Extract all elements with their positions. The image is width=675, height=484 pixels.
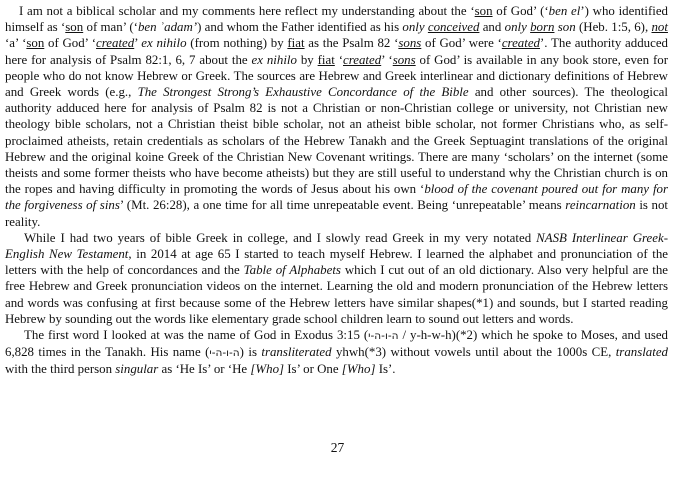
text-run: The Strongest Strong’s Exhaustive Concordance of the Bible [137, 85, 469, 100]
text-run: ’. The authority adduced here for analysis of Psalm 82:1, 6, 7 about the [5, 36, 668, 67]
text-run: of man’ (‘ [83, 20, 138, 35]
paragraph [5, 327, 668, 378]
page-number: 27 [330, 440, 345, 455]
text-run: , in 2014 at age 65 I started to teach myself Hebrew. I learned the alphabet and pronunciation of the letters with the help of concordances and the [5, 247, 669, 278]
text-run: son [26, 36, 45, 51]
hebrew-text: ה-ו-ה-י [209, 347, 240, 360]
text-run: as ‘He Is’ or ‘He [158, 362, 251, 377]
text-run: fiat [287, 36, 305, 51]
text-run: only [402, 20, 428, 35]
text-run: with the third person [5, 362, 116, 377]
text-run: sons [392, 52, 416, 67]
text-run: While I had two years of bible Greek in college, and I slowly read Greek in my very notated [24, 230, 537, 245]
text-run: (Heb. 1:5, 6), [575, 20, 652, 35]
text-run: ben el [548, 4, 581, 18]
text-run: son [474, 4, 493, 18]
text-run: ’ ‘ [381, 52, 393, 67]
text-run: only [504, 20, 531, 35]
text-run: of God’ ‘ [44, 36, 97, 51]
text-run: I am not a biblical scholar and my comments here reflect my understanding about the ‘ [19, 4, 475, 18]
text-run: yhwh(*3) without vowels until about the 1000s CE, [331, 345, 616, 360]
paragraph [5, 3, 668, 230]
text-run: transliterated [261, 345, 332, 360]
text-run: is not reality. [5, 198, 668, 229]
text-run: son [554, 20, 576, 35]
text-run: ’ (Mt. 26:28), a one time for all time unrepeatable event. Being ‘unrepeatable’ means [119, 198, 566, 213]
hebrew-text: ה-ו-ה-י [368, 330, 399, 343]
text-run: created [501, 36, 541, 51]
text-run: Is’. [375, 362, 396, 377]
text-run: [Who] [341, 362, 376, 377]
text-run: ’ [134, 36, 142, 51]
text-run: sons [398, 36, 422, 51]
text-run: reincarnation [565, 198, 636, 213]
text-run: / y-h-w-h)(*2) which he spoke to Moses, and used 6,828 times in the Tanakh. His name ( [5, 328, 668, 360]
text-run: singular [115, 362, 159, 377]
text-run: born [530, 20, 555, 35]
text-run: not [651, 20, 668, 35]
text-run: ‘ [334, 52, 343, 67]
text-run: ’) who identified himself as ‘ [5, 4, 668, 35]
text-run: of God’ is available in any book store, even for people who do not know Hebrew or Greek. The sources are Hebrew and Greek interlinear and dictionary definitions of Hebrew and Greek words (e.g., [5, 52, 669, 100]
text-run: [Who] [250, 362, 285, 377]
text-run: (from nothing) by [186, 36, 288, 51]
text-run: which I cut out of an old dictionary. Also very helpful are the free Hebrew and Greek pronunciation videos on the internet. Learning the old and modern pronunciation of the Hebrew letters and words was confusing at first because some of the Hebrew letters have similar shapes(*1) and sounds, but I started reading Hebrew by sounding out the words like elementary grade school children learn to sound out letters and words. [5, 263, 668, 326]
text-run: created [343, 52, 382, 67]
text-run: and other sources). The theological authority adduced here for analysis of Psalm 82 is not a Christian or non-Christian college or university, not Christian new theology bible scholars, not a Christian theist bible scholar, not an atheist bible scholar, not former Christians who, as self-proclaimed atheists, retain credentials as scholars of the Hebrew Tanakh and the Greek Septuagint translations of the original Hebrew and the original koine Greek of the Christian New Covenant writings. There are many ‘scholars’ on the internet (some theists and some former theists who have become atheists) but they are still useful to understand why the Christian church is on the ropes and having difficulty in promoting the words of Jesus about his own ‘ [5, 85, 668, 197]
text-run: of God’ were ‘ [421, 36, 502, 51]
text-run: ) is [239, 345, 262, 360]
text-run: ben ʾadam’ [137, 20, 198, 35]
text-run: as the Psalm 82 ‘ [304, 36, 399, 51]
text-run: The first word I looked at was the name of God in Exodus 3:15 ( [24, 328, 369, 343]
text-run: ‘a’ ‘ [5, 36, 27, 51]
text-run: and [479, 20, 505, 35]
text-run: son [65, 20, 84, 35]
text-run: Table of Alphabets [243, 263, 341, 278]
text-run: by [296, 52, 318, 67]
text-run: NASB Interlinear Greek-English New Testament [5, 230, 669, 262]
text-run: translated [615, 345, 668, 360]
text-run: Is’ or One [284, 362, 342, 377]
text-run: conceived [427, 20, 480, 35]
text-run: blood of the covenant poured out for many for the forgiveness of sins [5, 182, 668, 213]
text-run: created [96, 36, 135, 51]
text-run: ) and whom the Father identified as his [197, 20, 403, 35]
paragraph [5, 230, 668, 327]
body-text [5, 3, 668, 378]
text-run: of God’ (‘ [492, 4, 549, 18]
text-run: fiat [317, 52, 335, 67]
text-run: ex nihilo [251, 52, 297, 67]
text-run: ex nihilo [141, 36, 187, 51]
